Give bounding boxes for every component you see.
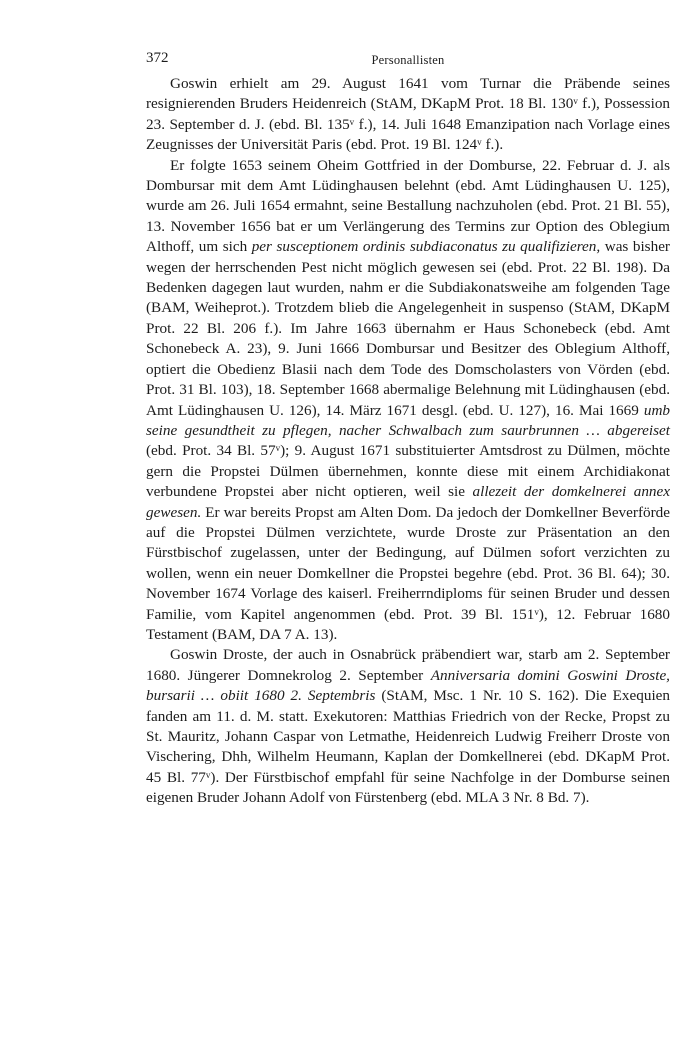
folio-verso-marker: v xyxy=(205,769,211,780)
text-run: (StAM, Msc. 1 Nr. 10 S. 162). Die Exequien fanden am 11. d. M. statt. Exekutoren: Matthias Friedrich von der Recke, Propst zu St. Mauritz, Johann Caspar von Letmathe, Heidenreich Ludwig Freiherr Droste von Vischering, Dhh, Wilhelm Heumann, Kaplan der Domkellnerei (ebd. DKapM Prot. 45 Bl. 77 xyxy=(146,687,670,786)
text-run: Er war bereits Propst am Alten Dom. Da jedoch der Domkellner Beverförde auf die Propstei Dülmen verzichtete, wurde Droste zur Präsentation an den Fürstbischof zugelassen, unter der Bedingung, auf Dülmen sofort verzichten zu wollen, wenn ein neuer Domkellner die Propstei begehre (ebd. Prot. 36 Bl. 64); 30. November 1674 Vorlage des kaiserl. Freiherrndiploms für seinen Bruder und dessen Familie, vom Kapitel angenommen (ebd. Prot. 39 Bl. 151 xyxy=(146,503,670,623)
text-run: was bisher wegen der herrschenden Pest nicht möglich gewesen sei (ebd. Prot. 22 Bl. 198). Da Bedenken dagegen laut wurden, nahm er die Subdiakonatsweihe am folgenden Tage (BAM, Weiheprot.). Trotzdem blieb die Angelegenheit in suspenso (StAM, DKapM Prot. 22 Bl. 206 f.). Im Jahre 1663 übernahm er Haus Schonebeck (ebd. Amt Schonebeck A. 23), 9. Juni 1666 Dombursar und Besitzer des Oblegium Althoff, optiert die Obedienz Blasii nach dem Tode des Domscholasters von Vörden (ebd. Prot. 31 Bl. 103), 18. September 1668 abermalige Belehnung mit Lüdinghausen (ebd. Amt Lüdinghausen U. 126), 14. März 1671 desgl. (ebd. U. 127), 16. Mai 1669 xyxy=(146,238,670,419)
text-run: f.). xyxy=(481,136,504,154)
folio-verso-marker: v xyxy=(349,116,355,127)
text-run: (ebd. Prot. 34 Bl. 57 xyxy=(146,442,276,460)
folio-verso-marker: v xyxy=(573,96,578,107)
folio-verso-marker: v xyxy=(534,606,539,617)
paragraph-2 xyxy=(146,156,670,646)
italic-quotation: allezeit der domkelnerei annex gewesen. xyxy=(146,483,670,521)
page-number: 372 xyxy=(146,50,169,66)
folio-verso-marker: v xyxy=(477,137,482,148)
text-run: f.), 14. Juli 1648 Emanzipation nach Vorlage eines Zeugnisses der Universität Paris (ebd. Prot. 19 Bl. 124 xyxy=(146,115,670,154)
paragraph-3 xyxy=(146,645,670,808)
italic-quotation: Anniversaria domini Goswini Droste, bursarii … obiit 1680 2. Septembris xyxy=(146,666,670,705)
italic-quotation: per susceptionem ordinis subdiaconatus zu qualifizieren, xyxy=(251,238,601,256)
text-run: f.), Possession 23. September d. J. (ebd. Bl. 135 xyxy=(146,95,671,133)
text-run: Er folgte 1653 seinem Oheim Gottfried in der Domburse, 22. Februar d. J. als Dombursar mit dem Amt Lüdinghausen belehnt (ebd. Amt Lüdinghausen U. 125), wurde am 26. Juli 1654 ermahnt, seine Bestallung nachzuholen (ebd. Prot. 21 Bl. 55), 13. November 1656 bat er um Verlängerung des Termins zur Option des Oblegium Althoff, um sich xyxy=(146,156,670,256)
text-run: ); 9. August 1671 substituierter Amtsdrost zu Dülmen, möchte gern die Propstei Dülmen übernehmen, konnte diese mit einem Archidiakonat verbundene Propstei aber nicht optieren, weil sie xyxy=(146,442,671,501)
running-head xyxy=(146,50,670,74)
folio-verso-marker: v xyxy=(275,443,281,454)
text-run: ). Der Fürstbischof empfahl für seine Nachfolge in der Domburse seinen eigenen Bruder Johann Adolf von Fürstenberg (ebd. MLA 3 Nr. 8 Bd. 7). xyxy=(146,768,670,807)
running-title: Personallisten xyxy=(371,53,445,67)
italic-quotation: umb seine gesundtheit zu pflegen, nacher Schwalbach zum saurbrunnen … abgereiset xyxy=(146,401,670,439)
paragraph-1 xyxy=(146,74,670,156)
text-run: Goswin erhielt am 29. August 1641 vom Turnar die Präbende seines resignierenden Bruders Heidenreich (StAM, DKapM Prot. 18 Bl. 130 xyxy=(146,75,670,113)
document-page xyxy=(146,50,670,809)
body-text xyxy=(146,74,670,809)
text-run: Goswin Droste, der auch in Osnabrück präbendiert war, starb am 2. September 1680. Jüngerer Domnekrolog 2. September xyxy=(146,646,670,684)
text-run: ), 12. Februar 1680 Testament (BAM, DA 7 A. 13). xyxy=(146,605,670,643)
